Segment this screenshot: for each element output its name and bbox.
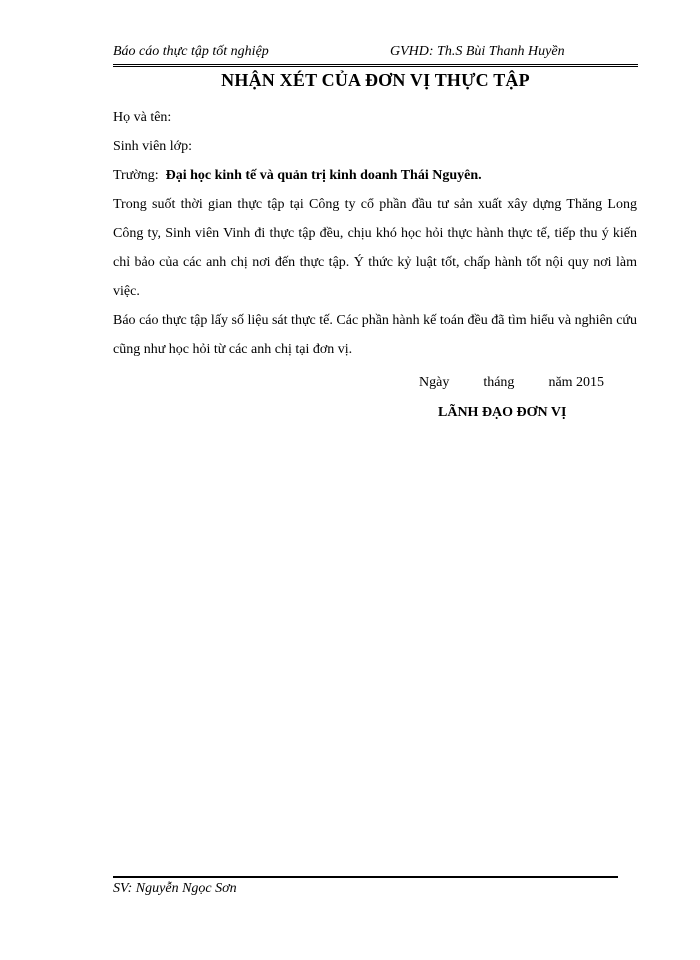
class-field (113, 132, 637, 161)
school-label: Trường: (113, 168, 159, 183)
school-field (113, 161, 637, 190)
header-divider (113, 64, 638, 65)
header-report-title: Báo cáo thực tập tốt nghiệp (113, 44, 269, 59)
paragraph: Trong suốt thời gian thực tập tại Công ty cổ phần đầu tư sản xuất xây dựng Thăng Long Công ty, Sinh viên Vinh đi thực tập đều, chịu khó học hỏi thực hành thực tế, tiếp thu ý kiến chỉ bảo của các anh chị nơi đến thực tập. Ý thức kỷ luật tốt, chấp hành tốt nội quy nơi làm việc. (113, 197, 637, 299)
footer-student: SV: Nguyễn Ngọc Sơn (113, 881, 237, 896)
signature-date (419, 375, 604, 391)
footer-divider (113, 876, 618, 878)
signature-leader: LÃNH ĐẠO ĐƠN VỊ (438, 405, 567, 420)
header-divider-2 (113, 66, 638, 67)
date-year: năm 2015 (548, 375, 605, 390)
date-day: Ngày (419, 375, 450, 390)
paragraph: Báo cáo thực tập lấy số liệu sát thực tế. Các phần hành kế toán đều đã tìm hiểu và nghiên cứu cũng như học hỏi từ các anh chị tại đơn vị. (113, 313, 637, 357)
class-label: Sinh viên lớp: (113, 139, 192, 154)
name-label: Họ và tên: (113, 110, 172, 125)
page-title: NHẬN XÉT CỦA ĐƠN VỊ THỰC TẬP (221, 70, 530, 90)
page-header (113, 44, 638, 62)
school-value: Đại học kinh tế và quản trị kinh doanh Thái Nguyên. (165, 168, 482, 183)
header-supervisor: GVHD: Th.S Bùi Thanh Huyền (390, 44, 565, 59)
name-field (113, 103, 637, 132)
document-body (113, 103, 637, 364)
date-month: tháng (483, 375, 515, 390)
